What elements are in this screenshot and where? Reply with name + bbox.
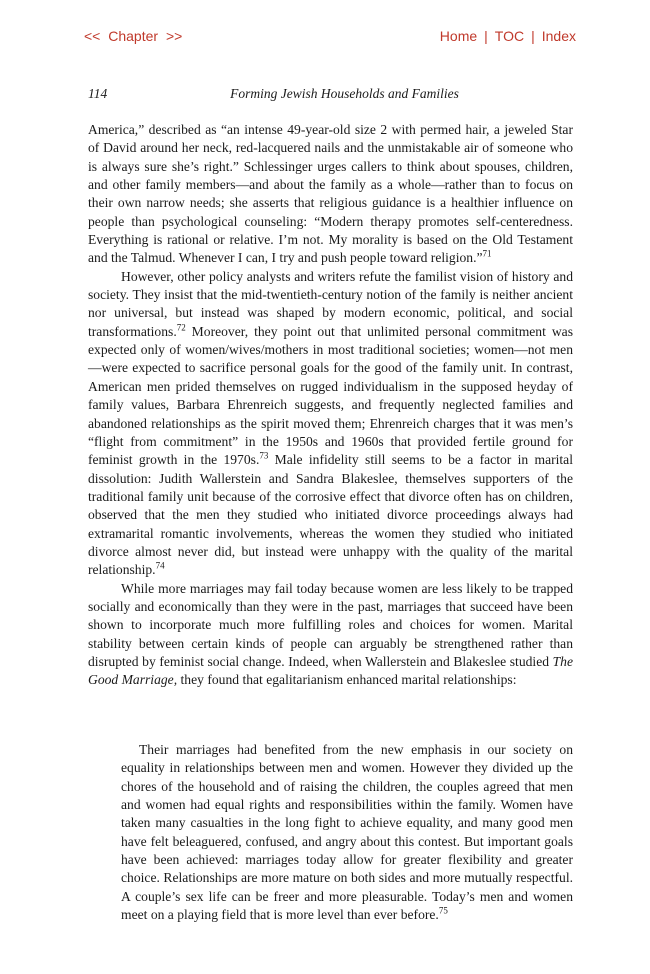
chapter-link[interactable]: Chapter xyxy=(108,28,159,44)
page-number: 114 xyxy=(88,86,108,101)
paragraph-text: Male infidelity still seems to be a factor in marital dissolution: Judith Wallerstein and Sandra Blakeslee, themselves supporters of the traditional family unit because of the corrosive effect that divorce often has on children, observed that the men they studied who initiated divorce proceedings always had extramarital romantic involvements, whereas the women they studied who initiated divorce almost never did, but instead were unhappy with the quality of the marital relationship. xyxy=(88,452,573,578)
paragraph xyxy=(88,580,573,690)
paragraph-text: However, other policy analysts and writers refute the familist vision of history and society. They insist that the mid-twentieth-century notion of the family is neither ancient nor universal, but instead was shaped by modern economic, political, and social transformations. xyxy=(88,268,573,339)
quote-paragraph xyxy=(121,741,573,924)
index-link[interactable]: Index xyxy=(541,28,576,44)
nav-separator: | xyxy=(484,28,488,44)
body-text xyxy=(88,121,573,690)
footnote-ref[interactable]: 71 xyxy=(482,248,492,259)
paragraph xyxy=(88,121,573,268)
footnote-ref[interactable]: 74 xyxy=(155,560,165,571)
paragraph-text: While more marriages may fail today because women are less likely to be trapped socially and economically than they were in the past, marriages that succeed have been shown to incorporate much more fulfilling roles and choices for women. Marital stability between certain kinds of people can arguably be strengthened rather than disrupted by feminist social change. Indeed, when Wallerstein and Blakeslee studied xyxy=(88,580,573,669)
toc-link[interactable]: TOC xyxy=(494,28,525,44)
paragraph-text: Moreover, they point out that unlimited personal commitment was expected only of women/wives/mothers in most traditional societies; women—not men—were expected to sacrifice personal goals for the good of the family unit. In contrast, American men prided themselves on rugged individualism in the supposed heyday of family values, Barbara Ehrenreich suggests, and frequently neglected families and abandoned relationships as the spirit moved them; Ehrenreich charges that it was men’s “flight from commitment” in the 1950s and 1960s that provided fertile ground for feminist growth in the 1970s. xyxy=(88,323,573,468)
chapter-nav xyxy=(84,28,182,44)
running-head xyxy=(88,86,573,104)
quote-text: Their marriages had benefited from the new emphasis in our society on equality in relationships between men and women. However they divided up the chores of the household and of raising the children, the couples agreed that men and women had equal rights and responsibilities within the family. Women have taken many casualties in the long fight to achieve equality, and many good men have felt beleaguered, confused, and angry about this contest. But important goals have been achieved: marriages today allow for greater flexibility and greater choice. Relationships are more mature on both sides and more mutually respectful. A couple’s sex life can be freer and more pleasurable. Today’s men and women meet on a playing field that is more level than ever before. xyxy=(121,742,573,923)
prev-chapter-link[interactable]: << xyxy=(84,28,101,44)
next-chapter-link[interactable]: >> xyxy=(165,28,183,44)
footnote-ref[interactable]: 75 xyxy=(438,905,448,916)
block-quote xyxy=(121,741,573,924)
footnote-ref[interactable]: 72 xyxy=(176,322,186,333)
navigation-bar xyxy=(0,0,650,60)
paragraph xyxy=(88,268,573,580)
site-nav xyxy=(440,28,576,44)
paragraph-text: they found that egalitarianism enhanced marital relationships: xyxy=(177,672,517,688)
home-link[interactable]: Home xyxy=(439,28,478,44)
footnote-ref[interactable]: 73 xyxy=(259,450,269,461)
nav-separator: | xyxy=(531,28,535,44)
book-title: The Good Marriage, xyxy=(88,653,573,688)
paragraph-text: America,” described as “an intense 49-year-old size 2 with permed hair, a jeweled Star of David around her neck, red-lacquered nails and the unmistakable air of someone who is always sure she’s right.” Schlessinger urges callers to think about spouses, children, and other family members—and about the family as a whole—rather than to focus on their own narrow needs; she asserts that religious guidance is a healthier influence on people than psychological counseling: “Modern therapy promotes self-centeredness. Everything is rational or relative. I’m not. My morality is based on the Old Testament and the Talmud. Whenever I can, I try and push people toward religion.” xyxy=(88,122,573,266)
running-title: Forming Jewish Households and Families xyxy=(230,86,459,101)
